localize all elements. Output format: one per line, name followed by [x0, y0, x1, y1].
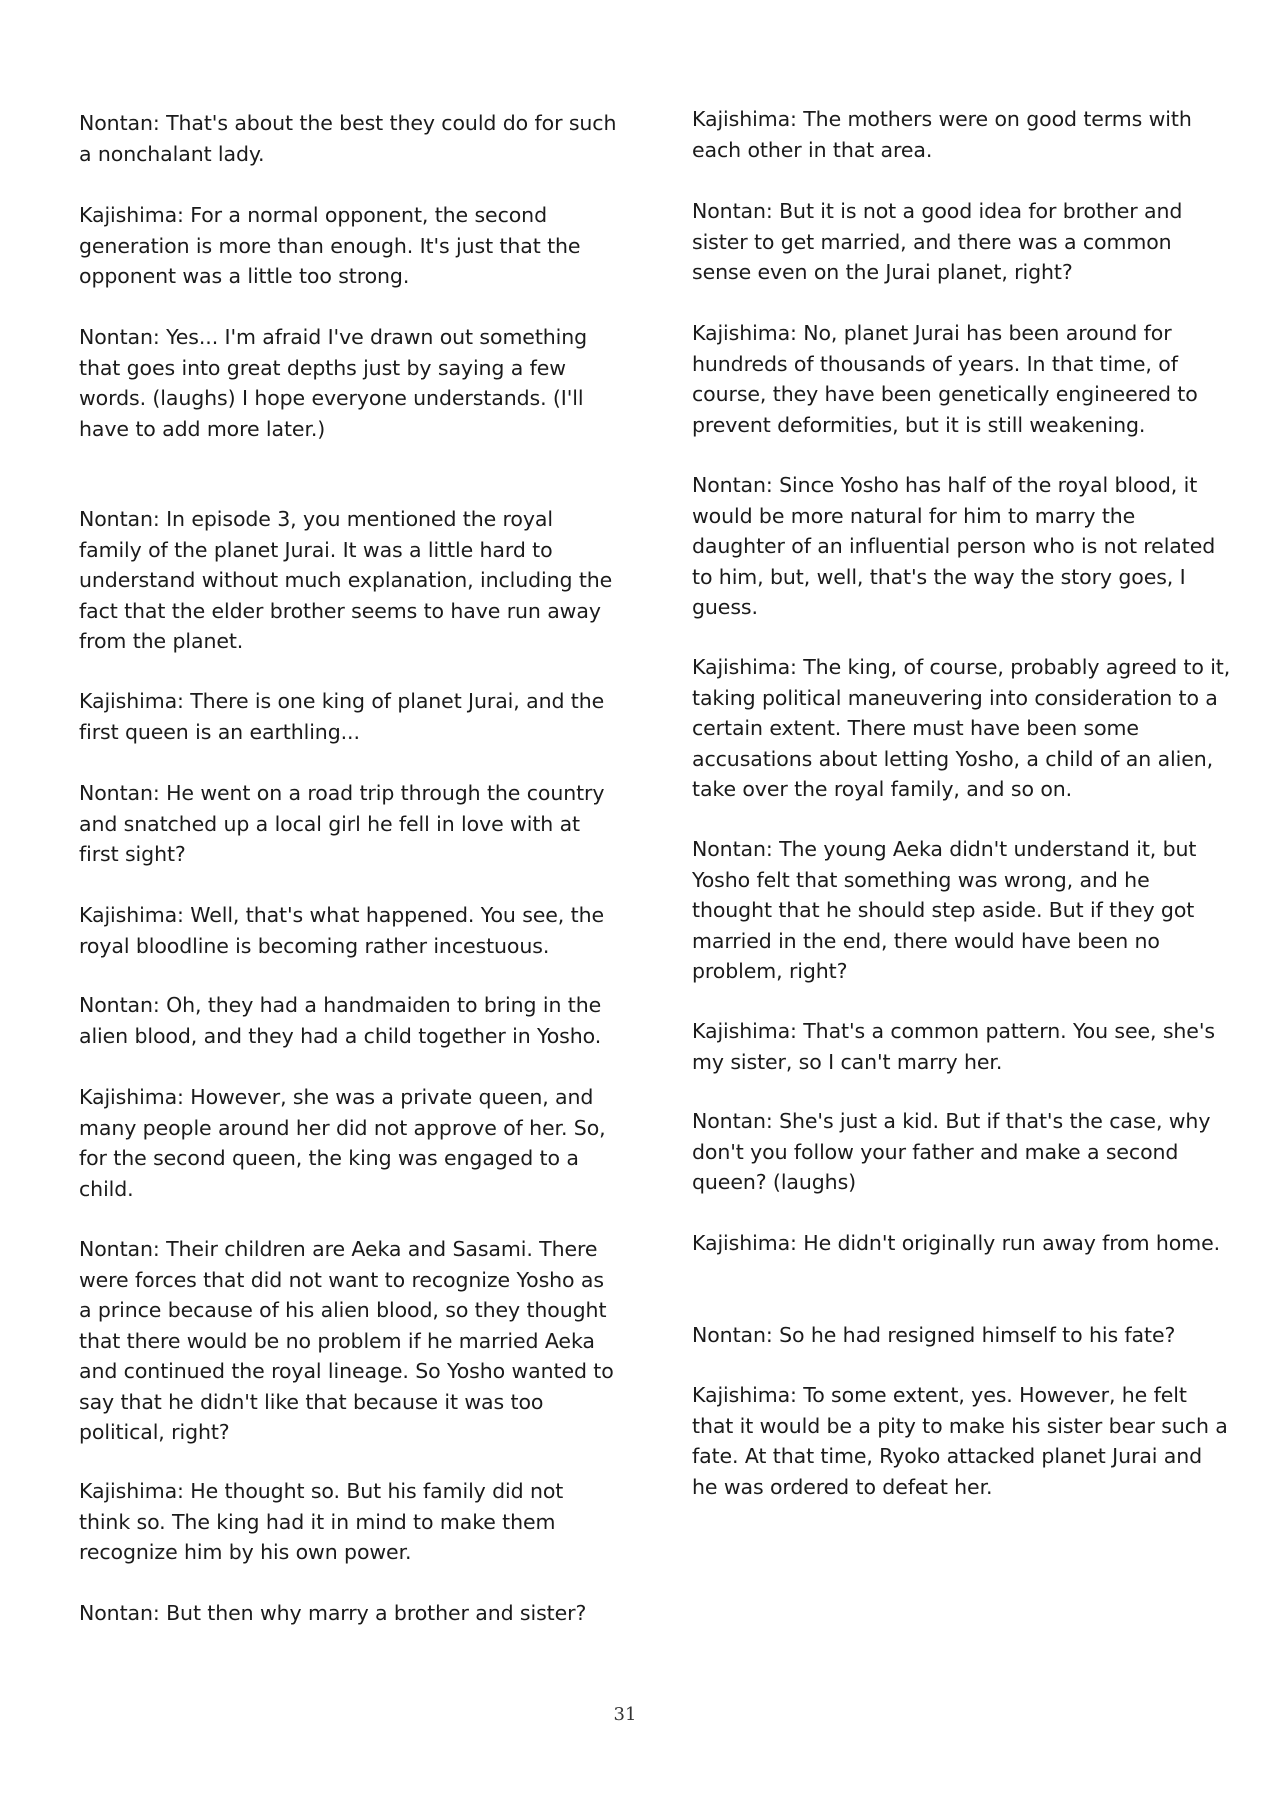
page-number: 31: [613, 1704, 637, 1725]
paragraph: Nontan: Since Yosho has half of the royal blood, it would be more natural for him to marry the daughter of an influential person who is not related to him, but, well, that's the way the story goes, I guess.: [692, 473, 1216, 619]
paragraph: Nontan: That's about the best they could do for such a nonchalant lady.: [79, 111, 617, 166]
paragraph: Nontan: Their children are Aeka and Sasami. There were forces that did not want to recognize Yosho as a prince because of his alien blood, so they thought that there would be no problem if he married Aeka and continued the royal lineage. So Yosho wanted to say that he didn't like that because it was too political, right?: [79, 1237, 614, 1444]
paragraph: Kajishima: Well, that's what happened. You see, the royal bloodline is becoming rather incestuous.: [79, 903, 604, 958]
paragraph: Kajishima: That's a common pattern. You see, she's my sister, so I can't marry her.: [692, 1019, 1215, 1074]
paragraph: Nontan: He went on a road trip through the country and snatched up a local girl he fell in love with at first sight?: [79, 781, 605, 866]
paragraph: Nontan: She's just a kid. But if that's the case, why don't you follow your father and make a second queen? (laughs): [692, 1109, 1211, 1194]
paragraph: Kajishima: There is one king of planet Jurai, and the first queen is an earthling...: [79, 689, 605, 744]
paragraph: Nontan: Oh, they had a handmaiden to bring in the alien blood, and they had a child together in Yosho.: [79, 993, 602, 1048]
paragraph: Kajishima: He thought so. But his family did not think so. The king had it in mind to make them recognize him by his own power.: [79, 1479, 564, 1564]
paragraph: Kajishima: However, she was a private queen, and many people around her did not approve of her. So, for the second queen, the king was engaged to a child.: [79, 1085, 606, 1201]
paragraph: Nontan: Yes... I'm afraid I've drawn out something that goes into great depths just by saying a few words. (laughs) I hope everyone understands. (I'll have to add more later.): [79, 325, 588, 441]
paragraph: Nontan: But it is not a good idea for brother and sister to get married, and there was a common sense even on the Jurai planet, right?: [692, 199, 1183, 284]
paragraph: Kajishima: No, planet Jurai has been around for hundreds of thousands of years. In that time, of course, they have been genetically engineered to prevent deformities, but it is still weakening.: [692, 321, 1198, 437]
paragraph: Kajishima: He didn't originally run away from home.: [692, 1231, 1221, 1255]
paragraph: Nontan: In episode 3, you mentioned the royal family of the planet Jurai. It was a little hard to understand without much explanation, including the fact that the elder brother seems to have run away from the planet.: [79, 507, 613, 653]
paragraph: Kajishima: The mothers were on good terms with each other in that area.: [692, 107, 1192, 162]
paragraph: Nontan: But then why marry a brother and sister?: [79, 1601, 587, 1625]
paragraph: Nontan: The young Aeka didn't understand it, but Yosho felt that something was wrong, and he thought that he should step aside. But if they got married in the end, there would have been no problem, right?: [692, 837, 1197, 983]
paragraph: Kajishima: To some extent, yes. However, he felt that it would be a pity to make his sister bear such a fate. At that time, Ryoko attacked planet Jurai and he was ordered to defeat her.: [692, 1383, 1228, 1499]
paragraph: Kajishima: The king, of course, probably agreed to it, taking political maneuvering into consideration to a certain extent. There must have been some accusations about letting Yosho, a child of an alien, take over the royal family, and so on.: [692, 655, 1231, 801]
paragraph: Nontan: So he had resigned himself to his fate?: [692, 1323, 1176, 1347]
paragraph: Kajishima: For a normal opponent, the second generation is more than enough. It's just that the opponent was a little too strong.: [79, 203, 581, 288]
